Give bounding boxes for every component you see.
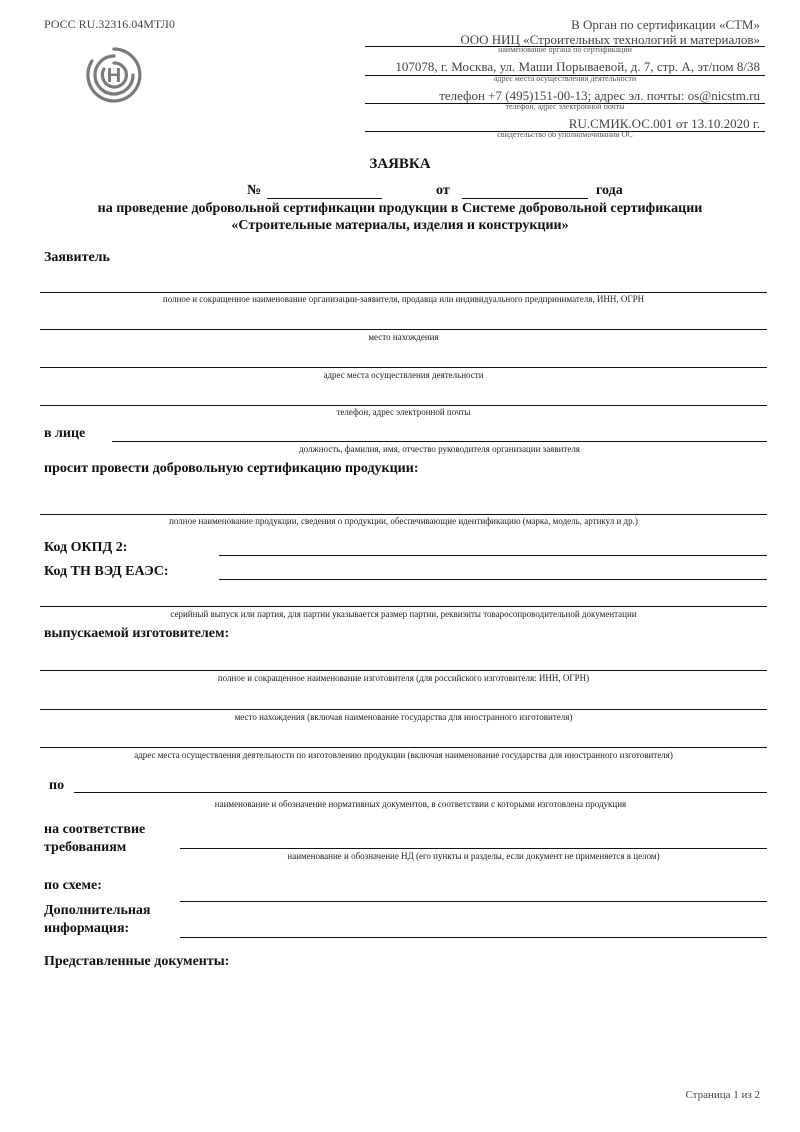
- number-field[interactable]: [267, 198, 382, 199]
- person-caption: должность, фамилия, имя, отчество руководителя организации заявителя: [299, 444, 580, 454]
- page-title: ЗАЯВКА: [369, 156, 431, 172]
- org-certificate-caption: свидетельство об уполномочивании ОС: [497, 130, 633, 139]
- tnved-label: Код ТН ВЭД ЕАЭС:: [44, 564, 169, 579]
- registration-number: РОСС RU.32316.04МТЛ0: [44, 17, 175, 31]
- applicant-name-field[interactable]: [40, 292, 767, 293]
- applicant-contacts-field[interactable]: [40, 405, 767, 406]
- applicant-address-field[interactable]: [40, 367, 767, 368]
- manufacturer-location-field[interactable]: [40, 709, 767, 710]
- applicant-location-caption: место нахождения: [368, 332, 439, 342]
- date-field[interactable]: [462, 198, 588, 199]
- applicant-location-field[interactable]: [40, 329, 767, 330]
- page-number: Страница 1 из 2: [685, 1089, 760, 1101]
- additional-label-1: Дополнительная: [44, 903, 151, 918]
- additional-label-2: информация:: [44, 921, 130, 936]
- by-field[interactable]: [74, 792, 767, 793]
- manufacturer-name-field[interactable]: [40, 670, 767, 671]
- org-name-caption: наименование органа по сертификации: [498, 45, 632, 54]
- product-caption: полное наименование продукции, сведения о продукции, обеспечивающие идентификацию (марка, модель, артикул и др.): [169, 516, 638, 526]
- compliance-label-2: требованиям: [44, 840, 127, 855]
- date-from-label: от: [436, 183, 450, 198]
- scheme-field[interactable]: [180, 901, 767, 902]
- documents-label: Представленные документы:: [44, 954, 230, 969]
- manufacturer-label: выпускаемой изготовителем:: [44, 626, 230, 641]
- org-phone: телефон +7 (495)151-00-13; адрес эл. почты: os@nicstm.ru: [439, 88, 760, 103]
- org-name: ООО НИЦ «Строительных технологий и материалов»: [460, 32, 760, 47]
- batch-caption: серийный выпуск или партия, для партии указывается размер партии, реквизиты товаросопроводительной документации: [170, 609, 637, 619]
- compliance-field[interactable]: [180, 848, 767, 849]
- person-field[interactable]: [112, 441, 767, 442]
- scheme-label: по схеме:: [44, 878, 102, 893]
- manufacturer-address-field[interactable]: [40, 747, 767, 748]
- okpd-label: Код ОКПД 2:: [44, 540, 128, 555]
- org-address-caption: адрес места осуществления деятельности: [493, 74, 637, 83]
- applicant-contacts-caption: телефон, адрес электронной почты: [336, 407, 471, 417]
- person-label: в лице: [44, 426, 86, 441]
- to-organ: В Орган по сертификации «СТМ»: [571, 17, 760, 32]
- tnved-field[interactable]: [219, 579, 767, 580]
- logo-icon: [84, 45, 144, 105]
- by-caption: наименование и обозначение нормативных документов, в соответствии с которыми изготовлена продукция: [214, 799, 627, 809]
- manufacturer-address-caption: адрес места осуществления деятельности по изготовлению продукции (включая наименование государства для иностранного изготовителя): [134, 750, 673, 760]
- applicant-address-caption: адрес места осуществления деятельности: [323, 370, 484, 380]
- request-label: просит провести добровольную сертификацию продукции:: [44, 461, 419, 476]
- additional-field[interactable]: [180, 937, 767, 938]
- manufacturer-name-caption: полное и сокращенное наименование изготовителя (для российского изготовителя: ИНН, ОГРН): [217, 673, 590, 683]
- number-label: №: [247, 183, 262, 198]
- okpd-field[interactable]: [219, 555, 767, 556]
- year-label: года: [596, 183, 623, 198]
- svg-text:Н: Н: [106, 65, 122, 87]
- product-field[interactable]: [40, 514, 767, 515]
- compliance-label-1: на соответствие: [44, 822, 146, 837]
- subtitle-line-1: на проведение добровольной сертификации продукции в Системе добровольной сертификации: [97, 201, 703, 216]
- subtitle-line-2: «Строительные материалы, изделия и конструкции»: [231, 218, 569, 233]
- org-certificate: RU.СМИК.ОС.001 от 13.10.2020 г.: [568, 116, 760, 131]
- manufacturer-location-caption: место нахождения (включая наименование государства для иностранного изготовителя): [234, 712, 573, 722]
- applicant-name-caption: полное и сокращенное наименование организации-заявителя, продавца или индивидуального предпринимателя, ИНН, ОГРН: [162, 294, 645, 304]
- org-address: 107078, г. Москва, ул. Маши Порываевой, д. 7, стр. А, эт/пом 8/38: [395, 59, 760, 74]
- by-label: по: [49, 778, 65, 793]
- org-phone-caption: телефон, адрес электронной почты: [505, 102, 625, 111]
- applicant-label: Заявитель: [44, 250, 110, 265]
- compliance-caption: наименование и обозначение НД (его пункты и разделы, если документ не применяется в целом): [287, 851, 660, 861]
- batch-field[interactable]: [40, 606, 767, 607]
